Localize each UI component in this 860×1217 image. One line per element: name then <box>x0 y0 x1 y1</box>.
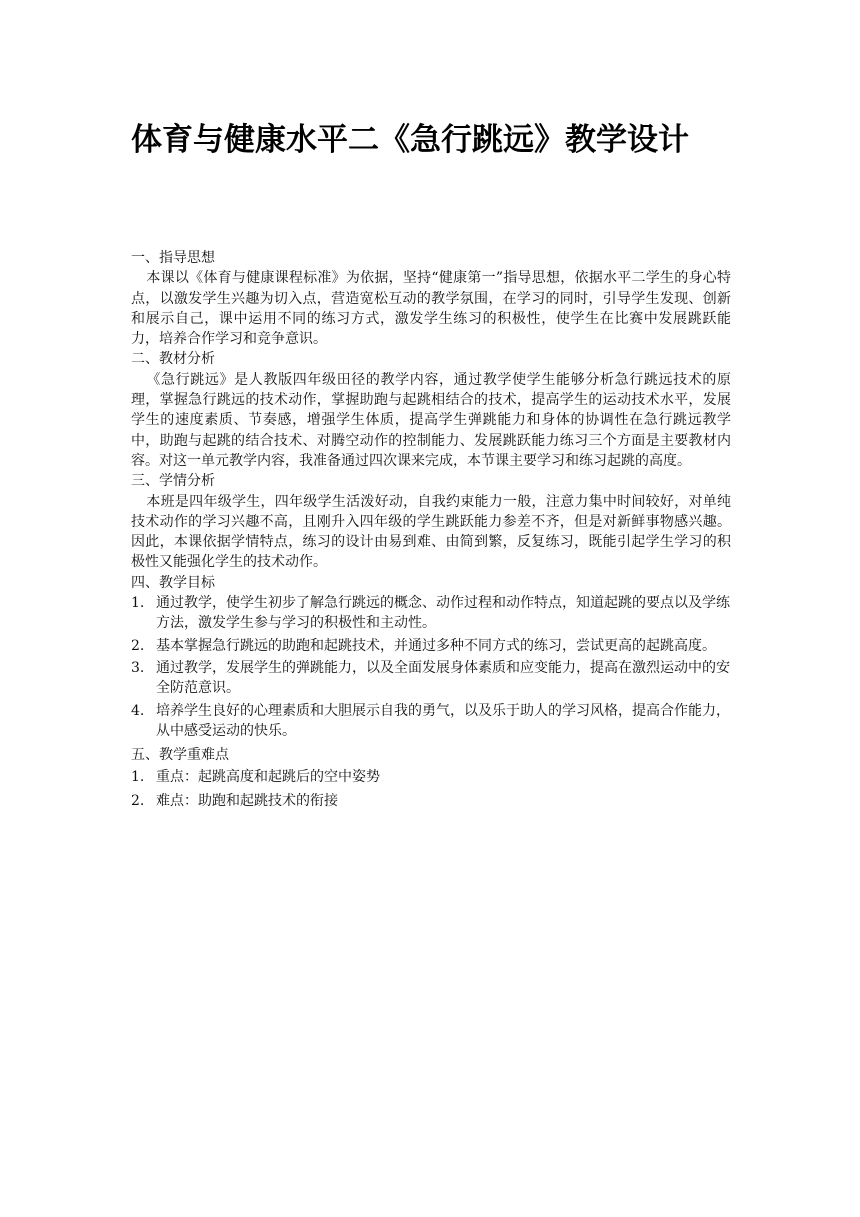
section-heading-key-difficulties: 五、教学重难点 <box>131 747 229 764</box>
list-item <box>131 791 731 811</box>
section-heading-student-analysis: 三、学情分析 <box>131 473 215 490</box>
list-item-number: 2. <box>131 637 145 654</box>
list-item-number: 1. <box>131 769 145 786</box>
section-paragraph-guiding-ideology: 本课以《体育与健康课程标准》为依据，坚持“健康第一”指导思想，依据水平二学生的身心特点，以激发学生兴趣为切入点，营造宽松互动的教学氛围，在学习的同时，引导学生发现、创新和展示自己，课中运用不同的练习方式，激发学生练习的积极性，使学生在比赛中发展跳跃能力，培养合作学习和竞争意识。 <box>131 270 731 348</box>
document-title: 体育与健康水平二《急行跳远》教学设计 <box>131 122 689 158</box>
document-body <box>131 248 731 814</box>
list-item <box>131 593 731 634</box>
list-item-number: 2. <box>131 792 145 809</box>
section-paragraph-student-analysis: 本班是四年级学生，四年级学生活泼好动，自我约束能力一般，注意力集中时间较好，对单纯技术动作的学习兴趣不高，且刚升入四年级的学生跳跃能力参差不齐，但是对新鲜事物感兴趣。因此，本课依据学情特点，练习的设计由易到难、由简到繁，反复练习，既能引起学生学习的积极性又能强化学生的技术动作。 <box>131 493 731 571</box>
list-item-number: 3. <box>131 659 145 676</box>
section-paragraph-material-analysis: 《急行跳远》是人教版四年级田径的教学内容，通过教学使学生能够分析急行跳远技术的原理，掌握急行跳远的技术动作，掌握助跑与起跳相结合的技术，提高学生的运动技术水平，发展学生的速度素质、节奏感，增强学生体质，提高学生弹跳能力和身体的协调性在急行跳远教学中，助跑与起跳的结合技术、对腾空动作的控制能力、发展跳跃能力练习三个方面是主要教材内容。对这一单元教学内容，我准备通过四次课来完成，本节课主要学习和练习起跳的高度。 <box>131 371 731 469</box>
list-item-text: 通过教学，发展学生的弹跳能力，以及全面发展身体素质和应变能力，提高在激烈运动中的安全防范意识。 <box>156 659 730 697</box>
section-heading-guiding-ideology: 一、指导思想 <box>131 250 215 266</box>
section-heading-material-analysis: 二、教材分析 <box>131 351 215 368</box>
list-item-number: 1. <box>131 595 145 612</box>
list-item-text: 难点：助跑和起跳技术的衔接 <box>156 792 338 809</box>
section-heading-teaching-objectives: 四、教学目标 <box>131 574 215 591</box>
list-item-text: 通过教学，使学生初步了解急行跳远的概念、动作过程和动作特点，知道起跳的要点以及学练方法，激发学生参与学习的积极性和主动性。 <box>156 595 730 632</box>
list-item <box>131 658 731 699</box>
key-points-list <box>131 767 731 811</box>
list-item-text: 基本掌握急行跳远的助跑和起跳技术，并通过多种不同方式的练习，尝试更高的起跳高度。 <box>156 637 716 654</box>
list-item <box>131 701 731 742</box>
list-item <box>131 767 731 787</box>
list-item <box>131 636 731 656</box>
list-item-number: 4. <box>131 702 145 719</box>
objectives-list <box>131 593 731 741</box>
list-item-text: 培养学生良好的心理素质和大胆展示自我的勇气，以及乐于助人的学习风格，提高合作能力，从中感受运动的快乐。 <box>156 702 730 739</box>
list-item-text: 重点：起跳高度和起跳后的空中姿势 <box>156 769 380 786</box>
